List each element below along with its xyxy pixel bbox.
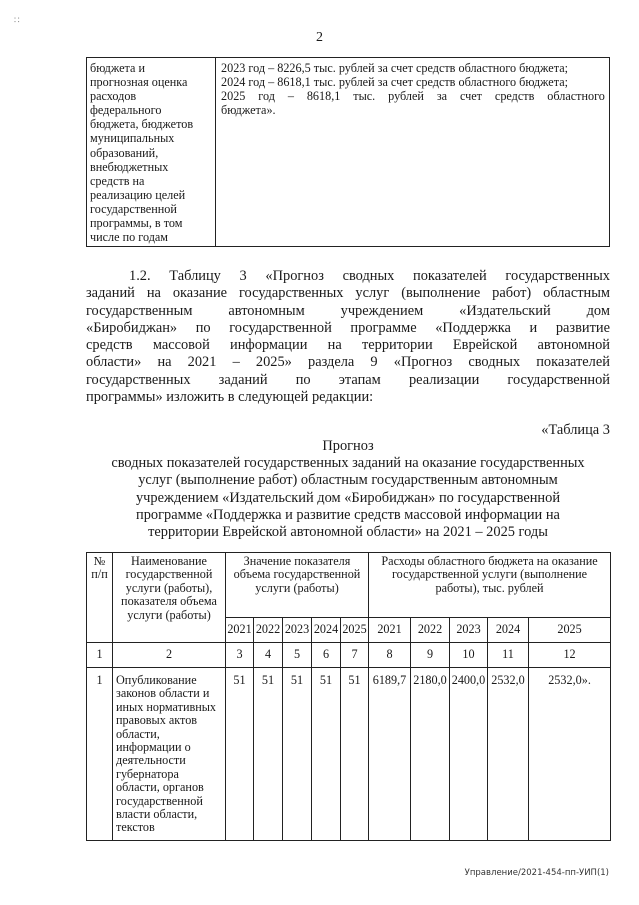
word: раздела bbox=[308, 354, 355, 371]
volume-value: 51 bbox=[341, 668, 369, 841]
word: 8618,1 bbox=[306, 89, 341, 104]
passport-value-cell: 2023 год – 8226,5 тыс. рублей за счет средств областного бюджета; 2024 год – 8618,1 тыс. рублей за счет средств областного бюджета; 2025 год – 8618,1 тыс. рублей за счет средств областного бюджета». bbox=[216, 58, 610, 247]
budget-value: 6189,7 bbox=[369, 668, 411, 841]
year-cell: 2024 bbox=[312, 618, 341, 643]
table-title: Прогноз сводных показателей государственных заданий на оказание государственных услуг (выполнение работ) областным государственным автономным учреждением «Издательский дом «Биробиджан» по государственной программе «Поддержка и развитие средств массовой информации на территории Еврейской автономной области» на 2021 – 2025 годы bbox=[111, 438, 585, 541]
column-number: 3 bbox=[226, 643, 254, 668]
volume-value: 51 bbox=[283, 668, 312, 841]
column-number: 12 bbox=[529, 643, 611, 668]
passport-table bbox=[86, 57, 610, 247]
budget-value: 2400,0 bbox=[450, 668, 488, 841]
column-number: 1 bbox=[87, 643, 113, 668]
year-cell: 2025 bbox=[529, 618, 611, 643]
word: сводных bbox=[342, 268, 395, 284]
word: «Прогноз bbox=[265, 268, 324, 284]
year-cell: 2025 bbox=[341, 618, 369, 643]
word: (выполнение bbox=[401, 285, 481, 302]
volume-value: 51 bbox=[312, 668, 341, 841]
document-footer: Управление/2021-454-пп-УИП(1) bbox=[464, 868, 609, 878]
word: «Издательский bbox=[459, 302, 551, 319]
word: по bbox=[195, 319, 211, 336]
word: Еврейской bbox=[452, 337, 518, 354]
paragraph-line bbox=[86, 268, 610, 285]
word: государственной bbox=[229, 319, 332, 336]
word: – bbox=[232, 354, 240, 371]
column-number: 10 bbox=[450, 643, 488, 668]
paragraph-line bbox=[86, 303, 610, 320]
justified-line bbox=[221, 89, 605, 103]
header-budget: Расходы областного бюджета на оказание государственной услуги (выполнение работы), тыс. рублей bbox=[369, 553, 611, 618]
passport-label-cell: бюджета и прогнозная оценка расходов федерального бюджета, бюджетов муниципальных образований, внебюджетных средств на реализацию целей государственной программы, в том числе по годам bbox=[87, 58, 216, 247]
budget-value: 2532,0». bbox=[529, 668, 611, 841]
word: государственных bbox=[86, 371, 191, 388]
paragraph-line bbox=[86, 372, 610, 389]
word: 2021 bbox=[187, 354, 217, 371]
table-row bbox=[87, 668, 611, 841]
word: Таблицу bbox=[169, 268, 221, 284]
budget-value: 2532,0 bbox=[488, 668, 529, 841]
column-number: 2 bbox=[113, 643, 226, 668]
amendment-paragraph bbox=[86, 268, 610, 406]
word: сводных bbox=[468, 354, 521, 371]
word: тыс. bbox=[353, 89, 376, 104]
word: работ) bbox=[492, 285, 532, 302]
word: территории bbox=[361, 337, 433, 354]
word: средств bbox=[86, 337, 133, 354]
word: автономным bbox=[228, 302, 305, 319]
column-number: 5 bbox=[283, 643, 312, 668]
page-number: 2 bbox=[316, 30, 323, 45]
paragraph-line: программы» изложить в следующей редакции: bbox=[86, 389, 374, 406]
word: областного bbox=[547, 89, 605, 104]
year-cell: 2022 bbox=[411, 618, 450, 643]
corner-mark: ∷ bbox=[14, 16, 20, 26]
word: показателей bbox=[413, 268, 487, 284]
word: государственной bbox=[507, 371, 610, 388]
word: информации bbox=[230, 337, 308, 354]
column-number: 6 bbox=[312, 643, 341, 668]
volume-value: 51 bbox=[226, 668, 254, 841]
word: учреждением bbox=[340, 302, 424, 319]
row-name: Опубликование законов области и иных нормативных правовых актов области, информации о деятельности губернатора области, органов государственной власти области, текстов bbox=[113, 668, 226, 841]
word: заданий bbox=[218, 371, 268, 388]
year-cell: 2022 bbox=[254, 618, 283, 643]
word: государственных bbox=[238, 285, 344, 302]
volume-value: 51 bbox=[254, 668, 283, 841]
word: заданий bbox=[86, 285, 135, 302]
word: на bbox=[157, 354, 172, 371]
paragraph-line bbox=[86, 337, 610, 354]
word: 3 bbox=[239, 268, 247, 284]
word: 2025» bbox=[255, 354, 292, 371]
word: государственным bbox=[86, 302, 193, 319]
word: 1.2. bbox=[129, 268, 151, 284]
word: оказание bbox=[172, 285, 228, 302]
header-name: Наименование государственной услуги (работы), показателя объема услуги (работы) bbox=[113, 553, 226, 643]
word: «Прогноз bbox=[393, 354, 453, 371]
word: 9 bbox=[370, 354, 378, 371]
word: год bbox=[258, 89, 275, 104]
word: области» bbox=[86, 354, 142, 371]
word: дом bbox=[586, 302, 610, 319]
word: 2025 bbox=[221, 89, 246, 104]
word: средств bbox=[494, 89, 535, 104]
word: автономной bbox=[537, 337, 610, 354]
word: этапам bbox=[338, 371, 381, 388]
word: рублей bbox=[388, 89, 424, 104]
column-number: 4 bbox=[254, 643, 283, 668]
row-no: 1 bbox=[87, 668, 113, 841]
word: на bbox=[327, 337, 342, 354]
word: реализации bbox=[408, 371, 480, 388]
word: «Поддержка bbox=[435, 319, 511, 336]
header-no: № п/п bbox=[87, 553, 113, 643]
header-volume: Значение показателя объема государственной услуги (работы) bbox=[226, 553, 369, 618]
year-cell: 2021 bbox=[226, 618, 254, 643]
forecast-table bbox=[86, 552, 611, 841]
word: услуг bbox=[355, 285, 390, 302]
word: – bbox=[287, 89, 294, 104]
word: «Биробиджан» bbox=[86, 319, 178, 336]
word: развитие bbox=[555, 319, 610, 336]
word: государственных bbox=[505, 268, 610, 284]
word: за bbox=[436, 89, 448, 104]
column-number: 9 bbox=[411, 643, 450, 668]
year-cell: 2023 bbox=[283, 618, 312, 643]
year-cell: 2023 bbox=[450, 618, 488, 643]
word: счет bbox=[459, 89, 482, 104]
column-number: 11 bbox=[488, 643, 529, 668]
table-label: «Таблица 3 bbox=[541, 422, 610, 438]
word: на bbox=[146, 285, 161, 302]
column-number: 7 bbox=[341, 643, 369, 668]
word: и bbox=[529, 319, 538, 336]
word: массовой bbox=[152, 337, 210, 354]
year-cell: 2021 bbox=[369, 618, 411, 643]
paragraph-line bbox=[86, 320, 610, 337]
column-number: 8 bbox=[369, 643, 411, 668]
word: показателей bbox=[536, 354, 610, 371]
budget-value: 2180,0 bbox=[411, 668, 450, 841]
year-cell: 2024 bbox=[488, 618, 529, 643]
paragraph-line bbox=[86, 354, 610, 371]
paragraph-line bbox=[86, 285, 610, 302]
word: программе bbox=[350, 319, 417, 336]
word: по bbox=[295, 371, 311, 388]
word: областным bbox=[543, 285, 610, 302]
